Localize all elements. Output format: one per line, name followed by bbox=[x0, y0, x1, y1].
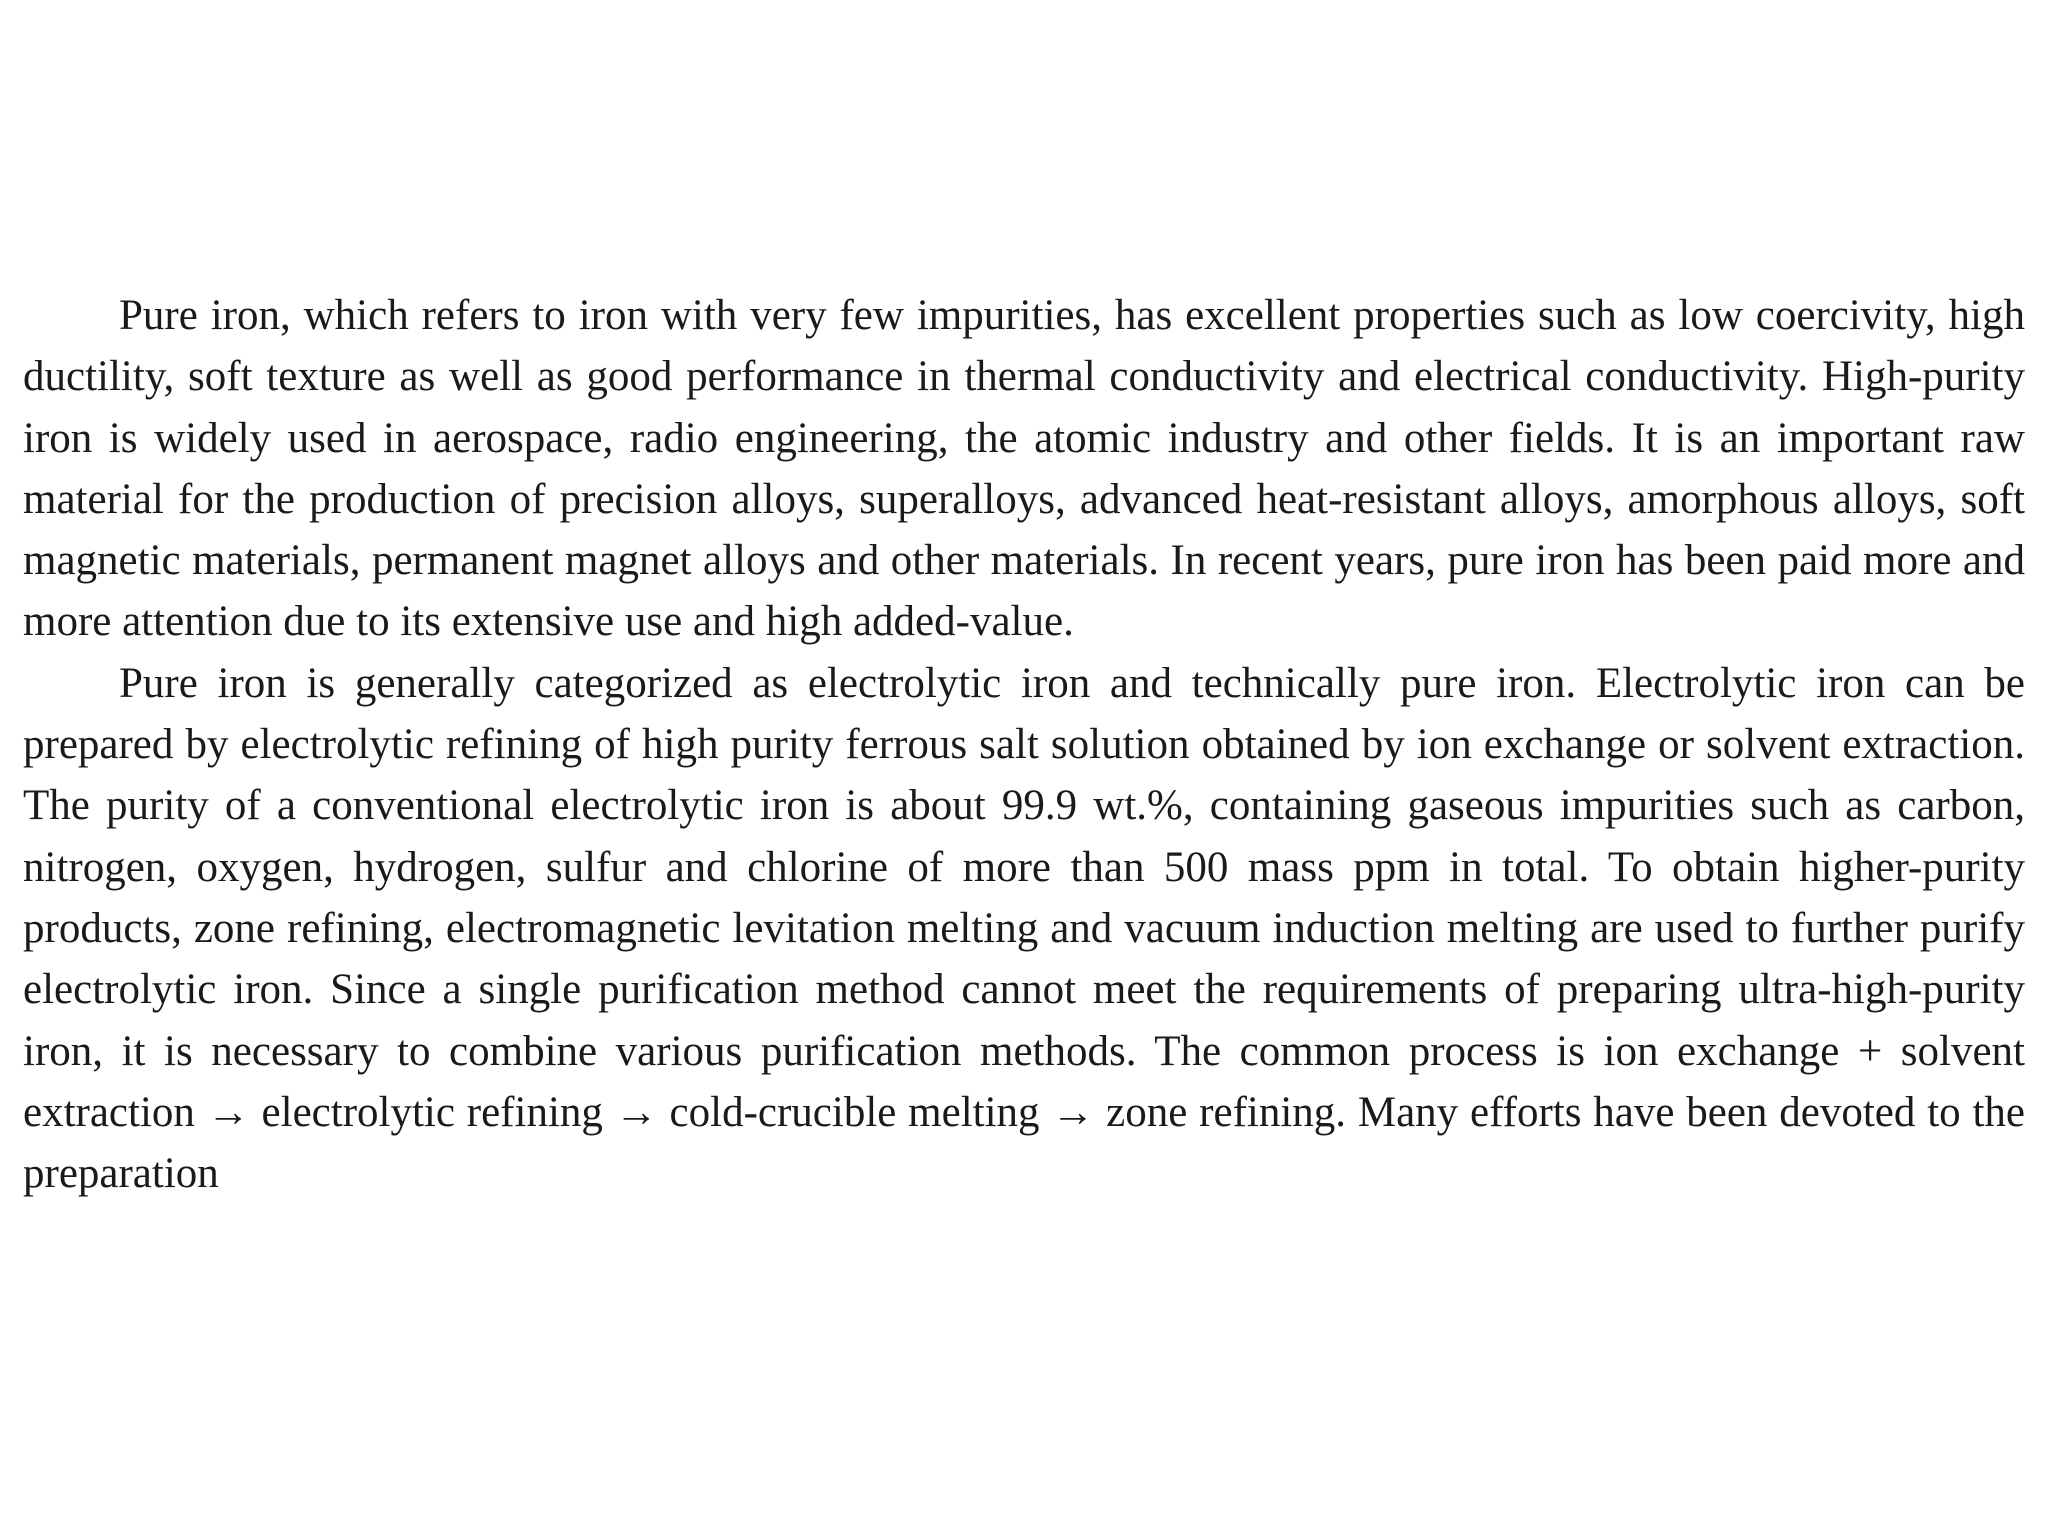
paragraph-pure-iron-categories: Pure iron is generally categorized as electrolytic iron and technically pure iron. Electrolytic iron can be prepared by electrolytic refining of high purity ferrous salt solution obtained by ion exchange or solvent extraction. The purity of a conventional electrolytic iron is about 99.9 wt.%, containing gaseous impurities such as carbon, nitrogen, oxygen, hydrogen, sulfur and chlorine of more than 500 mass ppm in total. To obtain higher-purity products, zone refining, electromagnetic levitation melting and vacuum induction melting are used to further purify electrolytic iron. Since a single purification method cannot meet the requirements of preparing ultra-high-purity iron, it is necessary to combine various purification methods. The common process is ion exchange + solvent extraction → electrolytic refining → cold-crucible melting → zone refining. Many efforts have been devoted to the preparation bbox=[23, 659, 2025, 1198]
paragraph-pure-iron-properties: Pure iron, which refers to iron with very few impurities, has excellent properties such as low coercivity, high ductility, soft texture as well as good performance in thermal conductivity and electrical conductivity. High-purity iron is widely used in aerospace, radio engineering, the atomic industry and other fields. It is an important raw material for the production of precision alloys, superalloys, advanced heat-resistant alloys, amorphous alloys, soft magnetic materials, permanent magnet alloys and other materials. In recent years, pure iron has been paid more and more attention due to its extensive use and high added-value. bbox=[23, 292, 2025, 646]
body-text bbox=[23, 285, 2025, 1204]
